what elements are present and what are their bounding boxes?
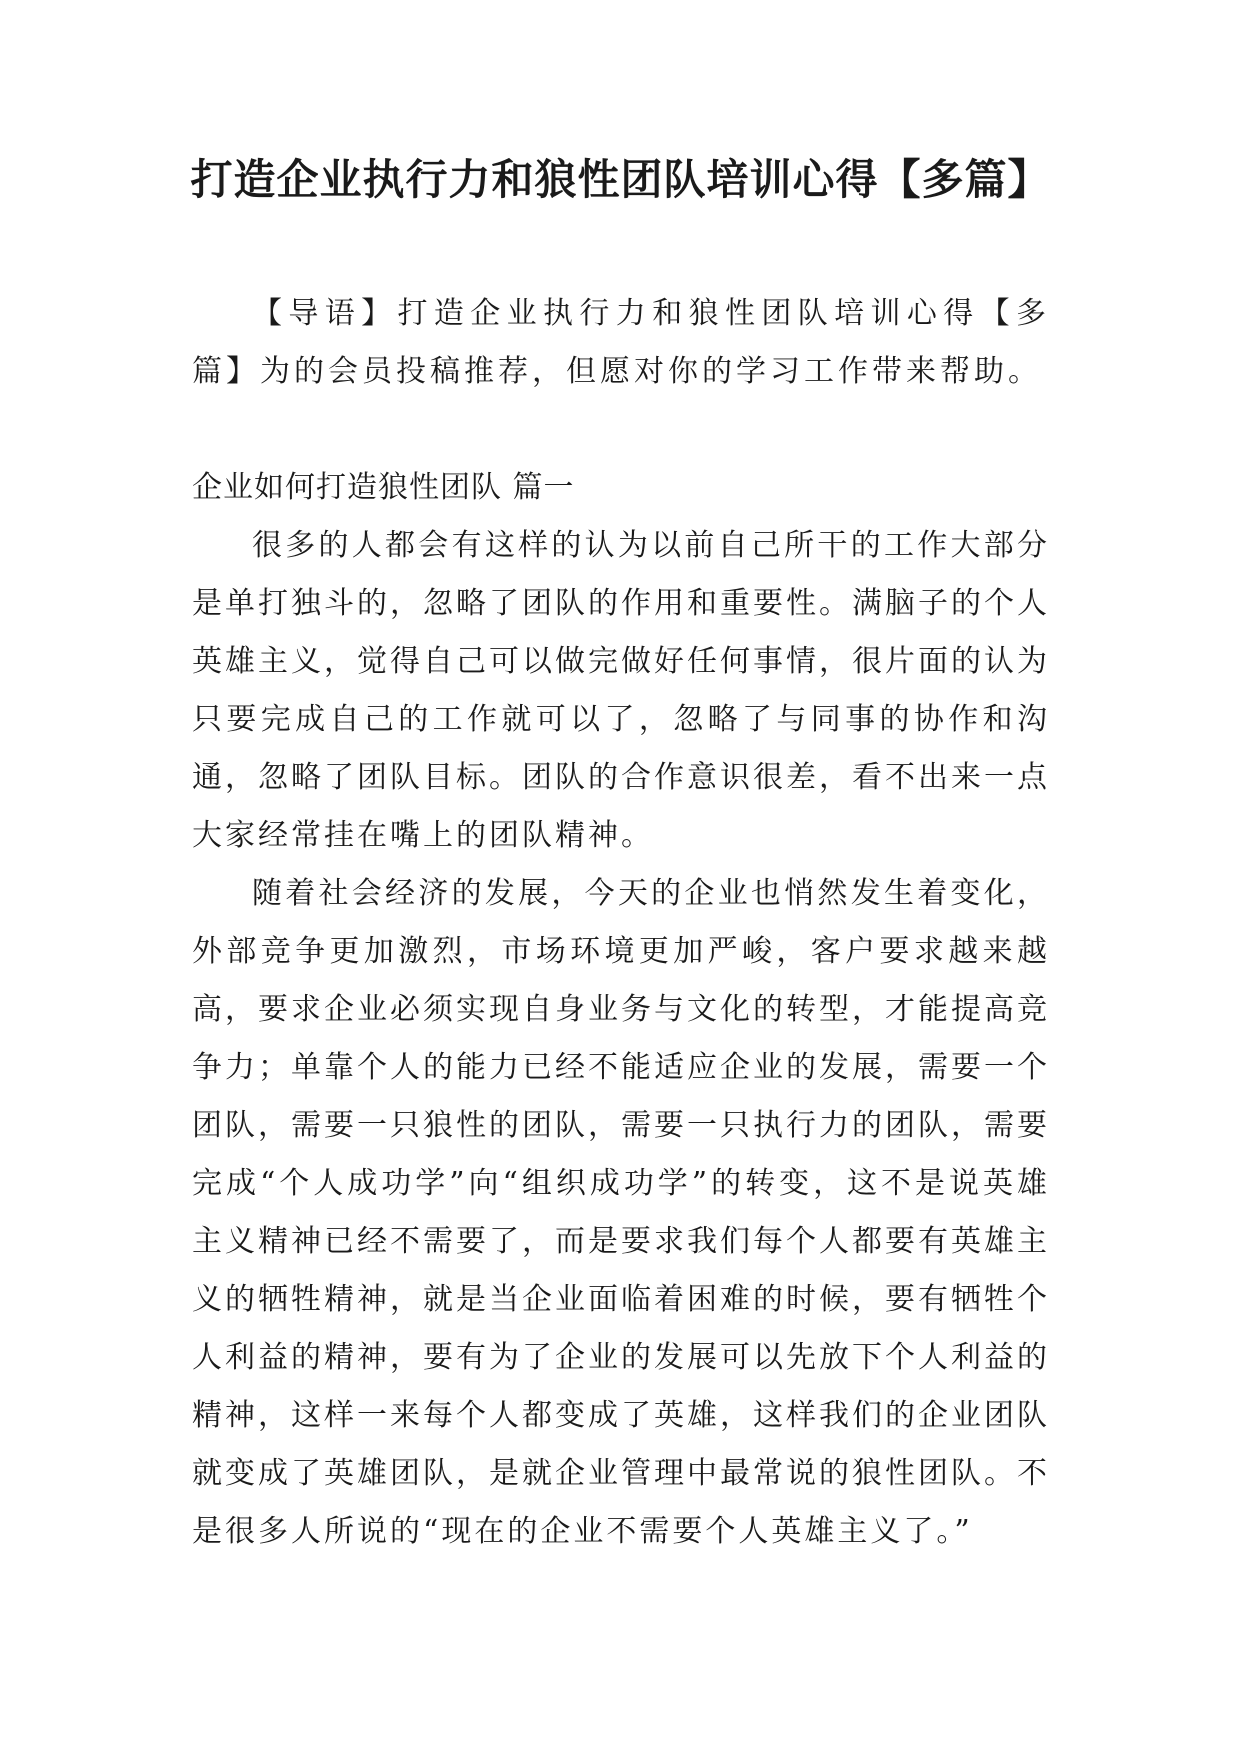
intro-paragraph: 【导语】打造企业执行力和狼性团队培训心得【多篇】为的会员投稿推荐，但愿对你的学习工作带来帮助。 [192, 296, 1050, 389]
section-heading: 企业如何打造狼性团队 篇一 [192, 470, 575, 505]
body-paragraph-2: 随着社会经济的发展，今天的企业也悄然发生着变化，外部竞争更加激烈，市场环境更加严峻，客户要求越来越高，要求企业必须实现自身业务与文化的转型，才能提高竞争力；单靠个人的能力已经不能适应企业的发展，需要一个团队，需要一只狼性的团队，需要一只执行力的团队，需要完成“个人成功学”向“组织成功学”的转变，这不是说英雄主义精神已经不需要了，而是要求我们每个人都要有英雄主义的牺牲精神，就是当企业面临着困难的时候，要有牺牲个人利益的精神，要有为了企业的发展可以先放下个人利益的精神，这样一来每个人都变成了英雄，这样我们的企业团队就变成了英雄团队，是就企业管理中最常说的狼性团队。不是很多人所说的“现在的企业不需要个人英雄主义了。” [192, 876, 1050, 1549]
document-body [192, 285, 1050, 1561]
body-paragraph-1: 很多的人都会有这样的认为以前自己所干的工作大部分是单打独斗的，忽略了团队的作用和重要性。满脑子的个人英雄主义，觉得自己可以做完做好任何事情，很片面的认为只要完成自己的工作就可以了，忽略了与同事的协作和沟通，忽略了团队目标。团队的合作意识很差，看不出来一点大家经常挂在嘴上的团队精神。 [192, 528, 1050, 853]
document-title: 打造企业执行力和狼性团队培训心得【多篇】 [190, 155, 1051, 204]
spacer [192, 401, 1050, 459]
